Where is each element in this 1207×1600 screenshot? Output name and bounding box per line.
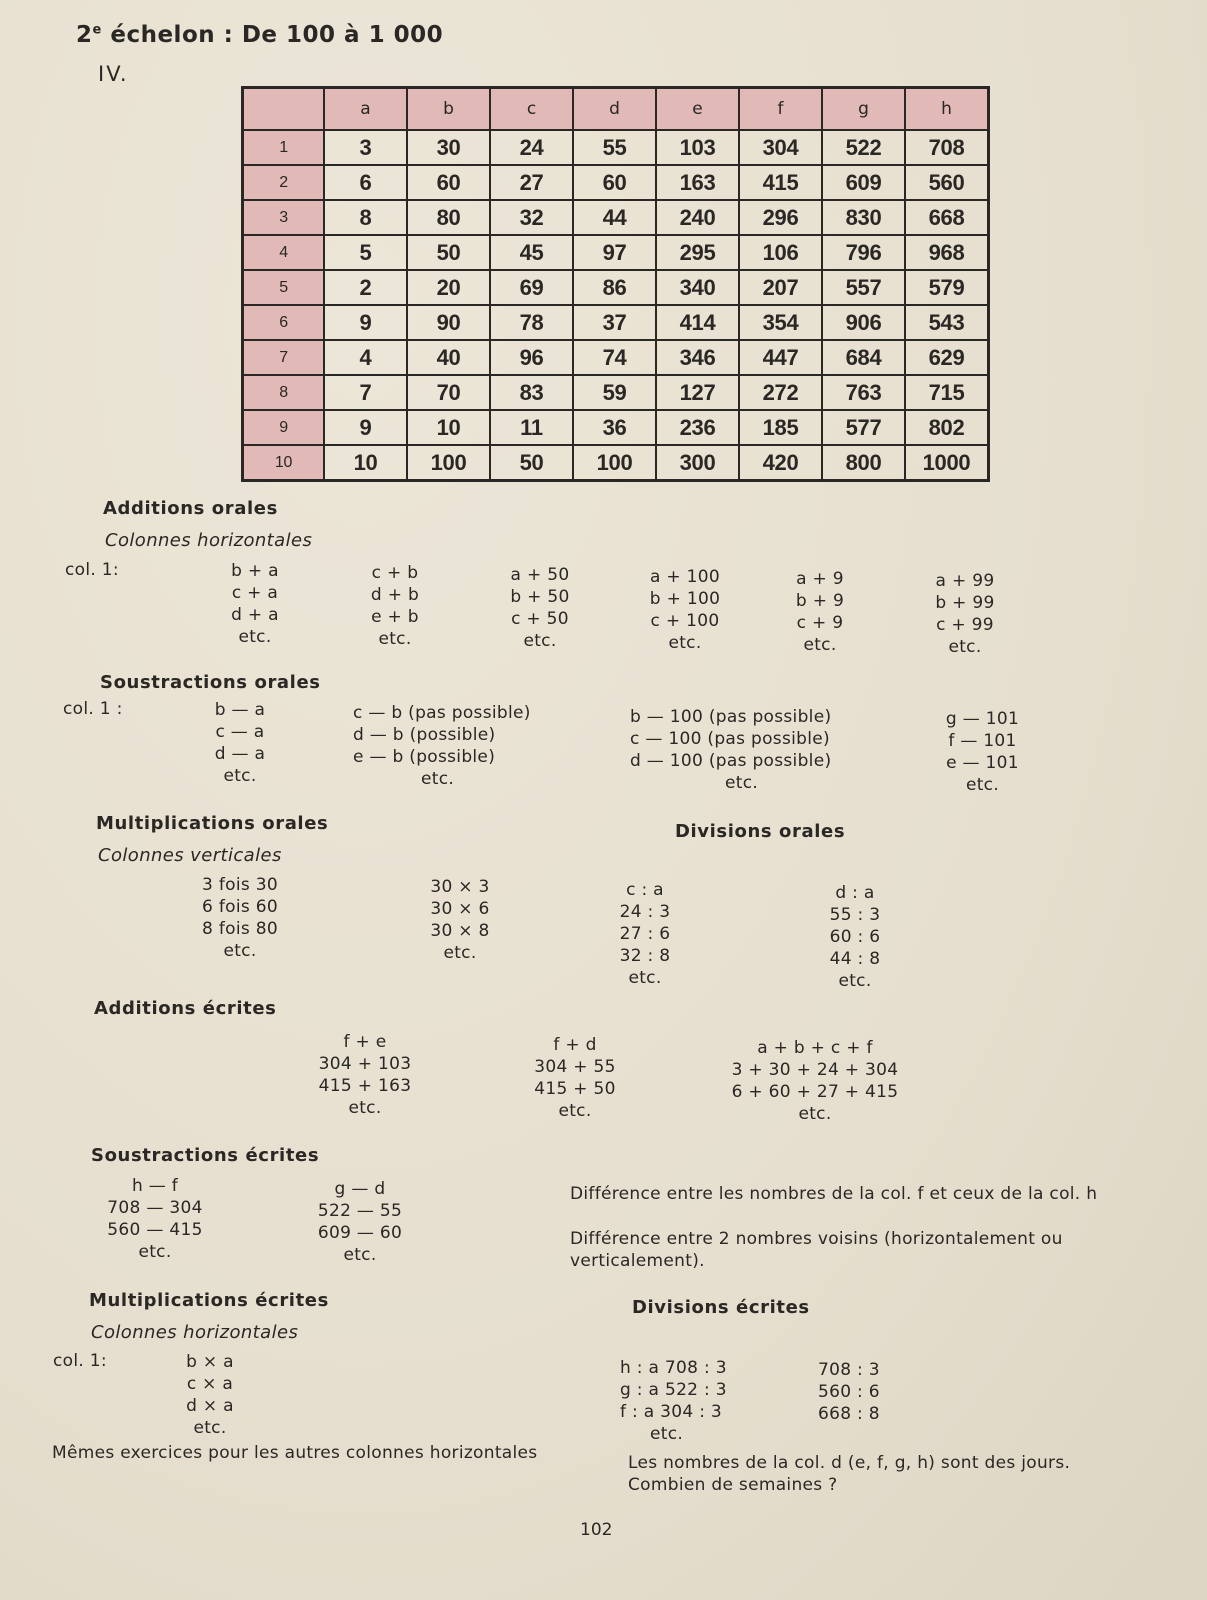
soustractions-orales-heading: Soustractions orales [100, 672, 321, 693]
table-cell: 272 [739, 375, 822, 410]
column-header: g [822, 88, 905, 131]
table-cell: 27 [490, 165, 573, 200]
table-cell: 2 [324, 270, 407, 305]
table-cell: 668 [905, 200, 989, 235]
column-header: d [573, 88, 656, 131]
column-header: h [905, 88, 989, 131]
table-cell: 447 [739, 340, 822, 375]
table-row [243, 410, 989, 445]
table-cell: 8 [324, 200, 407, 235]
table-cell: 55 [573, 130, 656, 165]
col-label: col. 1: [53, 1351, 107, 1371]
mul-ecrit-footer: Mêmes exercices pour les autres colonnes horizontales [52, 1443, 538, 1463]
table-cell: 236 [656, 410, 739, 445]
divisions-ecrites-heading: Divisions écrites [632, 1297, 810, 1318]
table-cell: 59 [573, 375, 656, 410]
multiplications-ecrites-heading: Multiplications écrites [89, 1290, 329, 1311]
table-cell: 127 [656, 375, 739, 410]
row-header: 9 [243, 410, 325, 445]
table-cell: 74 [573, 340, 656, 375]
table-row [243, 375, 989, 410]
soustractions-ecrites-heading: Soustractions écrites [91, 1145, 320, 1166]
row-header: 10 [243, 445, 325, 481]
table-cell: 6 [324, 165, 407, 200]
table-cell: 304 [739, 130, 822, 165]
row-header: 2 [243, 165, 325, 200]
section-number: IV. [98, 62, 129, 86]
table-cell: 830 [822, 200, 905, 235]
table-cell: 9 [324, 305, 407, 340]
sub-oral-group-3: b — 100 (pas possible) c — 100 (pas possible) d — 100 (pas possible) etc. [630, 707, 832, 793]
column-header: e [656, 88, 739, 131]
table-body [243, 130, 989, 481]
table-cell: 10 [324, 445, 407, 481]
sub-oral-group-4: g — 101 f — 101 e — 101 etc. [945, 709, 1020, 795]
table-cell: 240 [656, 200, 739, 235]
table-cell: 100 [407, 445, 490, 481]
multiplications-ecrites-subheading: Colonnes horizontales [91, 1322, 299, 1343]
sub-ecrit-group-2: g — d 522 — 55 609 — 60 etc. [317, 1179, 403, 1265]
table-cell: 80 [407, 200, 490, 235]
table-row [243, 305, 989, 340]
row-header: 3 [243, 200, 325, 235]
divisions-orales-heading: Divisions orales [675, 821, 846, 842]
table-cell: 10 [407, 410, 490, 445]
table-cell: 20 [407, 270, 490, 305]
table-row [243, 445, 989, 481]
additions-orales-subheading: Colonnes horizontales [105, 530, 313, 551]
table-cell: 1000 [905, 445, 989, 481]
table-cell: 40 [407, 340, 490, 375]
row-header: 8 [243, 375, 325, 410]
table-cell: 60 [573, 165, 656, 200]
table-cell: 45 [490, 235, 573, 270]
table-cell: 340 [656, 270, 739, 305]
table-cell: 50 [490, 445, 573, 481]
additions-ecrites-heading: Additions écrites [94, 998, 277, 1019]
column-header: c [490, 88, 573, 131]
table-cell: 106 [739, 235, 822, 270]
table-corner-cell [243, 88, 325, 131]
table-cell: 60 [407, 165, 490, 200]
col-label: col. 1: [65, 560, 119, 580]
sub-ecrit-note-1: Différence entre les nombres de la col. f et ceux de la col. h [570, 1184, 1098, 1204]
add-oral-group-5: a + 9 b + 9 c + 9 etc. [795, 569, 845, 655]
additions-orales-heading: Additions orales [103, 498, 278, 519]
row-header: 6 [243, 305, 325, 340]
table-cell: 3 [324, 130, 407, 165]
col-label: col. 1 : [63, 699, 123, 719]
table-cell: 802 [905, 410, 989, 445]
table-cell: 90 [407, 305, 490, 340]
page-number: 102 [580, 1520, 613, 1540]
add-oral-group-1: b + a c + a d + a etc. [231, 561, 279, 647]
table-cell: 70 [407, 375, 490, 410]
table-cell: 86 [573, 270, 656, 305]
table-cell: 37 [573, 305, 656, 340]
column-header: b [407, 88, 490, 131]
add-ecrit-group-3: a + b + c + f 3 + 30 + 24 + 304 6 + 60 + 27 + 415 etc. [731, 1038, 899, 1124]
table-cell: 185 [739, 410, 822, 445]
table-cell: 420 [739, 445, 822, 481]
add-oral-group-2: c + b d + b e + b etc. [370, 563, 420, 649]
multiplications-orales-subheading: Colonnes verticales [98, 845, 282, 866]
row-header: 4 [243, 235, 325, 270]
sub-oral-group-2: c — b (pas possible) d — b (possible) e — b (possible) etc. [353, 703, 531, 789]
table-cell: 684 [822, 340, 905, 375]
table-cell: 296 [739, 200, 822, 235]
table-row [243, 130, 989, 165]
column-header: a [324, 88, 407, 131]
table-cell: 100 [573, 445, 656, 481]
div-ecrit-group-2: 708 : 3 560 : 6 668 : 8 [818, 1360, 880, 1424]
table-cell: 295 [656, 235, 739, 270]
div-oral-group-2: d : a 55 : 3 60 : 6 44 : 8 etc. [829, 883, 881, 991]
sub-ecrit-group-1: h — f 708 — 304 560 — 415 etc. [107, 1176, 203, 1262]
table-cell: 11 [490, 410, 573, 445]
div-ecrit-note: Les nombres de la col. d (e, f, g, h) sont des jours. Combien de semaines ? [628, 1453, 1071, 1495]
multiplications-orales-heading: Multiplications orales [96, 813, 329, 834]
table-cell: 83 [490, 375, 573, 410]
table-cell: 796 [822, 235, 905, 270]
table-cell: 354 [739, 305, 822, 340]
mul-oral-group-2: 30 × 3 30 × 6 30 × 8 etc. [430, 877, 490, 963]
table-header-row [243, 88, 989, 131]
table-cell: 609 [822, 165, 905, 200]
table-cell: 968 [905, 235, 989, 270]
table-cell: 629 [905, 340, 989, 375]
table-cell: 44 [573, 200, 656, 235]
table-cell: 163 [656, 165, 739, 200]
table-cell: 577 [822, 410, 905, 445]
table-cell: 69 [490, 270, 573, 305]
table-cell: 715 [905, 375, 989, 410]
table-cell: 103 [656, 130, 739, 165]
table-cell: 708 [905, 130, 989, 165]
page-title: 2e échelon : De 100 à 1 000 [76, 22, 444, 48]
mul-oral-group-1: 3 fois 30 6 fois 60 8 fois 80 etc. [202, 875, 278, 961]
table-cell: 763 [822, 375, 905, 410]
table-cell: 97 [573, 235, 656, 270]
table-cell: 96 [490, 340, 573, 375]
table-row [243, 340, 989, 375]
table-row [243, 200, 989, 235]
add-oral-group-6: a + 99 b + 99 c + 99 etc. [935, 571, 995, 657]
row-header: 5 [243, 270, 325, 305]
add-oral-group-4: a + 100 b + 100 c + 100 etc. [649, 567, 721, 653]
table-cell: 414 [656, 305, 739, 340]
table-cell: 7 [324, 375, 407, 410]
table-cell: 30 [407, 130, 490, 165]
table-cell: 557 [822, 270, 905, 305]
add-ecrit-group-2: f + d 304 + 55 415 + 50 etc. [534, 1035, 616, 1121]
table-cell: 543 [905, 305, 989, 340]
table-cell: 4 [324, 340, 407, 375]
mul-ecrit-group: b × a c × a d × a etc. [186, 1352, 234, 1438]
div-ecrit-group-1: h : a 708 : 3 g : a 522 : 3 f : a 304 : 3 etc. [620, 1358, 727, 1444]
table-cell: 24 [490, 130, 573, 165]
table-cell: 207 [739, 270, 822, 305]
sub-oral-group-1: b — a c — a d — a etc. [214, 700, 266, 786]
number-table [241, 86, 990, 482]
table-cell: 9 [324, 410, 407, 445]
table-cell: 32 [490, 200, 573, 235]
table-cell: 579 [905, 270, 989, 305]
table-cell: 906 [822, 305, 905, 340]
table-cell: 50 [407, 235, 490, 270]
table-row [243, 235, 989, 270]
table-cell: 5 [324, 235, 407, 270]
column-header: f [739, 88, 822, 131]
table-cell: 560 [905, 165, 989, 200]
table-cell: 78 [490, 305, 573, 340]
sub-ecrit-note-2: Différence entre 2 nombres voisins (horizontalement ou verticalement). [570, 1229, 1063, 1271]
add-ecrit-group-1: f + e 304 + 103 415 + 163 etc. [318, 1032, 412, 1118]
table-cell: 415 [739, 165, 822, 200]
table-row [243, 270, 989, 305]
table-row [243, 165, 989, 200]
table-cell: 800 [822, 445, 905, 481]
row-header: 7 [243, 340, 325, 375]
table-cell: 300 [656, 445, 739, 481]
div-oral-group-1: c : a 24 : 3 27 : 6 32 : 8 etc. [619, 880, 671, 988]
row-header: 1 [243, 130, 325, 165]
table-cell: 36 [573, 410, 656, 445]
add-oral-group-3: a + 50 b + 50 c + 50 etc. [510, 565, 570, 651]
table-cell: 346 [656, 340, 739, 375]
table-cell: 522 [822, 130, 905, 165]
